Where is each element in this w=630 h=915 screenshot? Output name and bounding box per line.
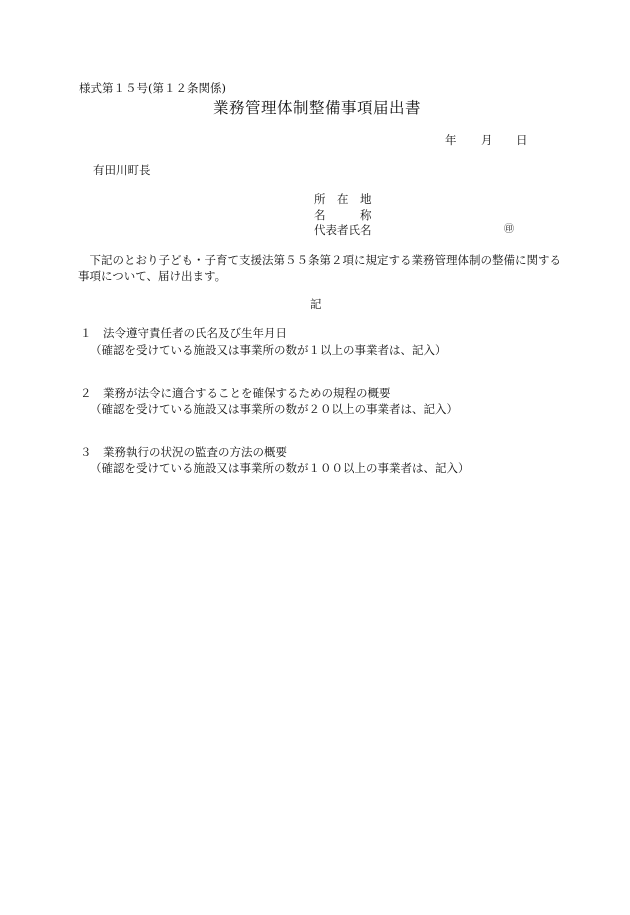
- date-year-label: 年: [445, 133, 457, 147]
- item-3-note: （確認を受けている施設又は事業所の数が１００以上の事業者は、記入）: [90, 461, 470, 475]
- item-1-note: （確認を受けている施設又は事業所の数が１以上の事業者は、記入）: [90, 343, 447, 357]
- addressee: 有田川町長: [93, 163, 151, 177]
- date-month-label: 月: [481, 133, 493, 147]
- name-label: 名 称: [314, 208, 372, 222]
- item-2-label: ２ 業務が法令に適合することを確保するための規程の概要: [80, 386, 391, 400]
- body-paragraph: [78, 252, 562, 284]
- date-day-label: 日: [516, 133, 528, 147]
- ki-heading: 記: [310, 297, 322, 311]
- body-text: 下記のとおり子ども・子育て支援法第５５条第２項に規定する業務管理体制の整備に関する事項について、届け出ます。: [78, 253, 561, 283]
- item-3-label: ３ 業務執行の状況の監査の方法の概要: [80, 445, 287, 459]
- item-2-note: （確認を受けている施設又は事業所の数が２０以上の事業者は、記入）: [90, 402, 458, 416]
- address-label: 所 在 地: [314, 192, 372, 206]
- representative-label: 代表者氏名: [314, 223, 372, 237]
- seal-mark-icon: ㊞: [504, 224, 514, 235]
- item-1-label: １ 法令遵守責任者の氏名及び生年月日: [80, 326, 287, 340]
- document-title: 業務管理体制整備事項届出書: [213, 99, 422, 117]
- form-number: 様式第１５号(第１２条関係): [79, 81, 226, 95]
